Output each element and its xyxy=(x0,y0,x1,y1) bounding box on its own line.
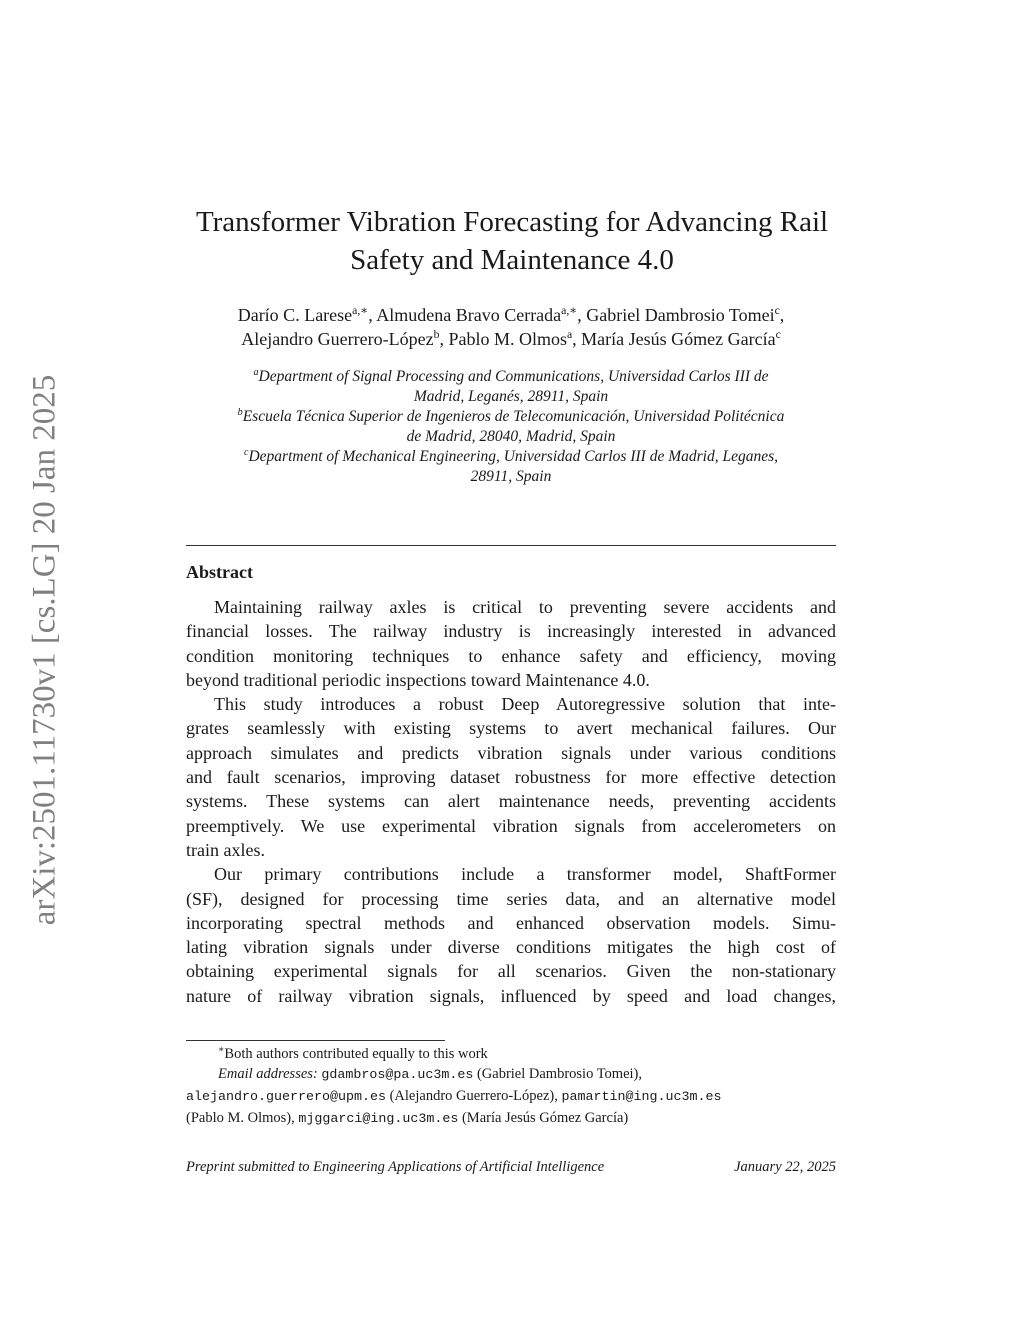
footnote-mark: ∗ xyxy=(218,1045,225,1056)
email-owner: (Pablo M. Olmos), xyxy=(186,1110,295,1126)
text-line: systems. These systems can alert maintenance needs, preventing accidents xyxy=(186,791,836,812)
email-link[interactable]: mjggarci@ing.uc3m.es xyxy=(298,1112,459,1127)
author: María Jesús Gómez García xyxy=(581,329,776,349)
affiliation: 28911, Spain xyxy=(470,468,552,485)
author-sup: a xyxy=(566,328,573,341)
author-sup: a,∗ xyxy=(561,304,578,317)
text-line: condition monitoring techniques to enhance safety and efficiency, moving xyxy=(186,645,836,666)
text-line: obtaining experimental signals for all scenarios. Given the non-stationary xyxy=(186,961,836,982)
text-line: grates seamlessly with existing systems to avert mechanical failures. Our xyxy=(186,718,836,739)
text-line: beyond traditional periodic inspections toward Maintenance 4.0. xyxy=(186,669,650,690)
email-link[interactable]: gdambros@pa.uc3m.es xyxy=(321,1068,474,1083)
text-line: financial losses. The railway industry is increasingly interested in advanced xyxy=(186,621,836,642)
affiliation: Department of Mechanical Engineering, Universidad Carlos III de Madrid, Leganes, xyxy=(248,448,778,465)
text-line: incorporating spectral methods and enhanced observation models. Simu- xyxy=(186,912,836,933)
abstract-top-rule xyxy=(186,545,836,546)
text-line: (SF), designed for processing time series data, and an alternative model xyxy=(186,888,836,909)
affiliations xyxy=(186,367,836,487)
aff-mark: a xyxy=(253,366,259,378)
email-link[interactable]: alejandro.guerrero@upm.es xyxy=(186,1090,386,1105)
affiliation: Department of Signal Processing and Communications, Universidad Carlos III de xyxy=(258,368,769,385)
author-sup: a,∗ xyxy=(352,304,369,317)
text-line: and fault scenarios, improving dataset robustness for more effective detection xyxy=(186,767,836,788)
author: Darío C. Larese xyxy=(237,305,353,325)
footnote-text: Both authors contributed equally to this work xyxy=(224,1046,488,1062)
text-line: Our primary contributions include a transformer model, ShaftFormer xyxy=(214,864,836,885)
preprint-date: January 22, 2025 xyxy=(734,1159,836,1175)
footnote-rule xyxy=(186,1040,445,1041)
aff-mark: b xyxy=(237,406,243,418)
author: Almudena Bravo Cerrada xyxy=(376,305,562,325)
affiliation: Madrid, Leganés, 28911, Spain xyxy=(413,388,609,405)
author: Alejandro Guerrero-López xyxy=(241,329,434,349)
text-line: nature of railway vibration signals, influenced by speed and load changes, xyxy=(186,985,836,1006)
preprint-footer xyxy=(186,1159,836,1176)
affiliation: de Madrid, 28040, Madrid, Spain xyxy=(406,428,616,445)
text-line: train axles. xyxy=(186,839,265,860)
author-list: Darío C. Larese$^{a,∗}$, Almudena Bravo Cerrada$^{a,∗}$, Gabriel Dambrosio Tomei$^c$, Alejandro Guerrero-López$^b$, Pablo M. Olmos$^a$, María Jesús Gómez García$^c$ xyxy=(237,304,785,349)
author-sup: c xyxy=(775,328,781,341)
author: Gabriel Dambrosio Tomei xyxy=(586,305,775,325)
text-line: This study introduces a robust Deep Autoregressive solution that inte- xyxy=(214,694,836,715)
author-sup: c xyxy=(774,304,780,317)
paper-title xyxy=(150,203,874,279)
email-owner: (Alejandro Guerrero-López), xyxy=(389,1088,558,1104)
text-line: lating vibration signals under diverse conditions mitigates the high cost of xyxy=(186,937,836,958)
aff-mark: c xyxy=(244,446,249,458)
email-owner: (Gabriel Dambrosio Tomei), xyxy=(476,1066,642,1082)
affiliation: Escuela Técnica Superior de Ingenieros de Telecomunicación, Universidad Politécnica xyxy=(242,408,785,425)
author-sup: b xyxy=(433,328,440,341)
abstract-body xyxy=(186,595,836,1008)
email-owner: (María Jesús Gómez García) xyxy=(461,1110,629,1126)
email-link[interactable]: pamartin@ing.uc3m.es xyxy=(561,1090,722,1105)
preprint-note: Preprint submitted to Engineering Applications of Artificial Intelligence xyxy=(186,1159,605,1175)
text-line: preemptively. We use experimental vibration signals from accelerometers on xyxy=(186,815,836,836)
text-line: approach simulates and predicts vibration signals under various conditions xyxy=(186,742,836,763)
text-line: Maintaining railway axles is critical to preventing severe accidents and xyxy=(214,597,836,617)
email-label: Email addresses: xyxy=(218,1066,318,1082)
footnotes xyxy=(186,1044,836,1130)
arxiv-stamp: arXiv:2501.11730v1 [cs.LG] 20 Jan 2025 xyxy=(26,374,63,926)
author: Pablo M. Olmos xyxy=(448,329,567,349)
abstract-heading: Abstract xyxy=(186,562,253,582)
title-line: Safety and Maintenance 4.0 xyxy=(350,244,674,276)
title-line: Transformer Vibration Forecasting for Advancing Rail xyxy=(195,206,829,238)
